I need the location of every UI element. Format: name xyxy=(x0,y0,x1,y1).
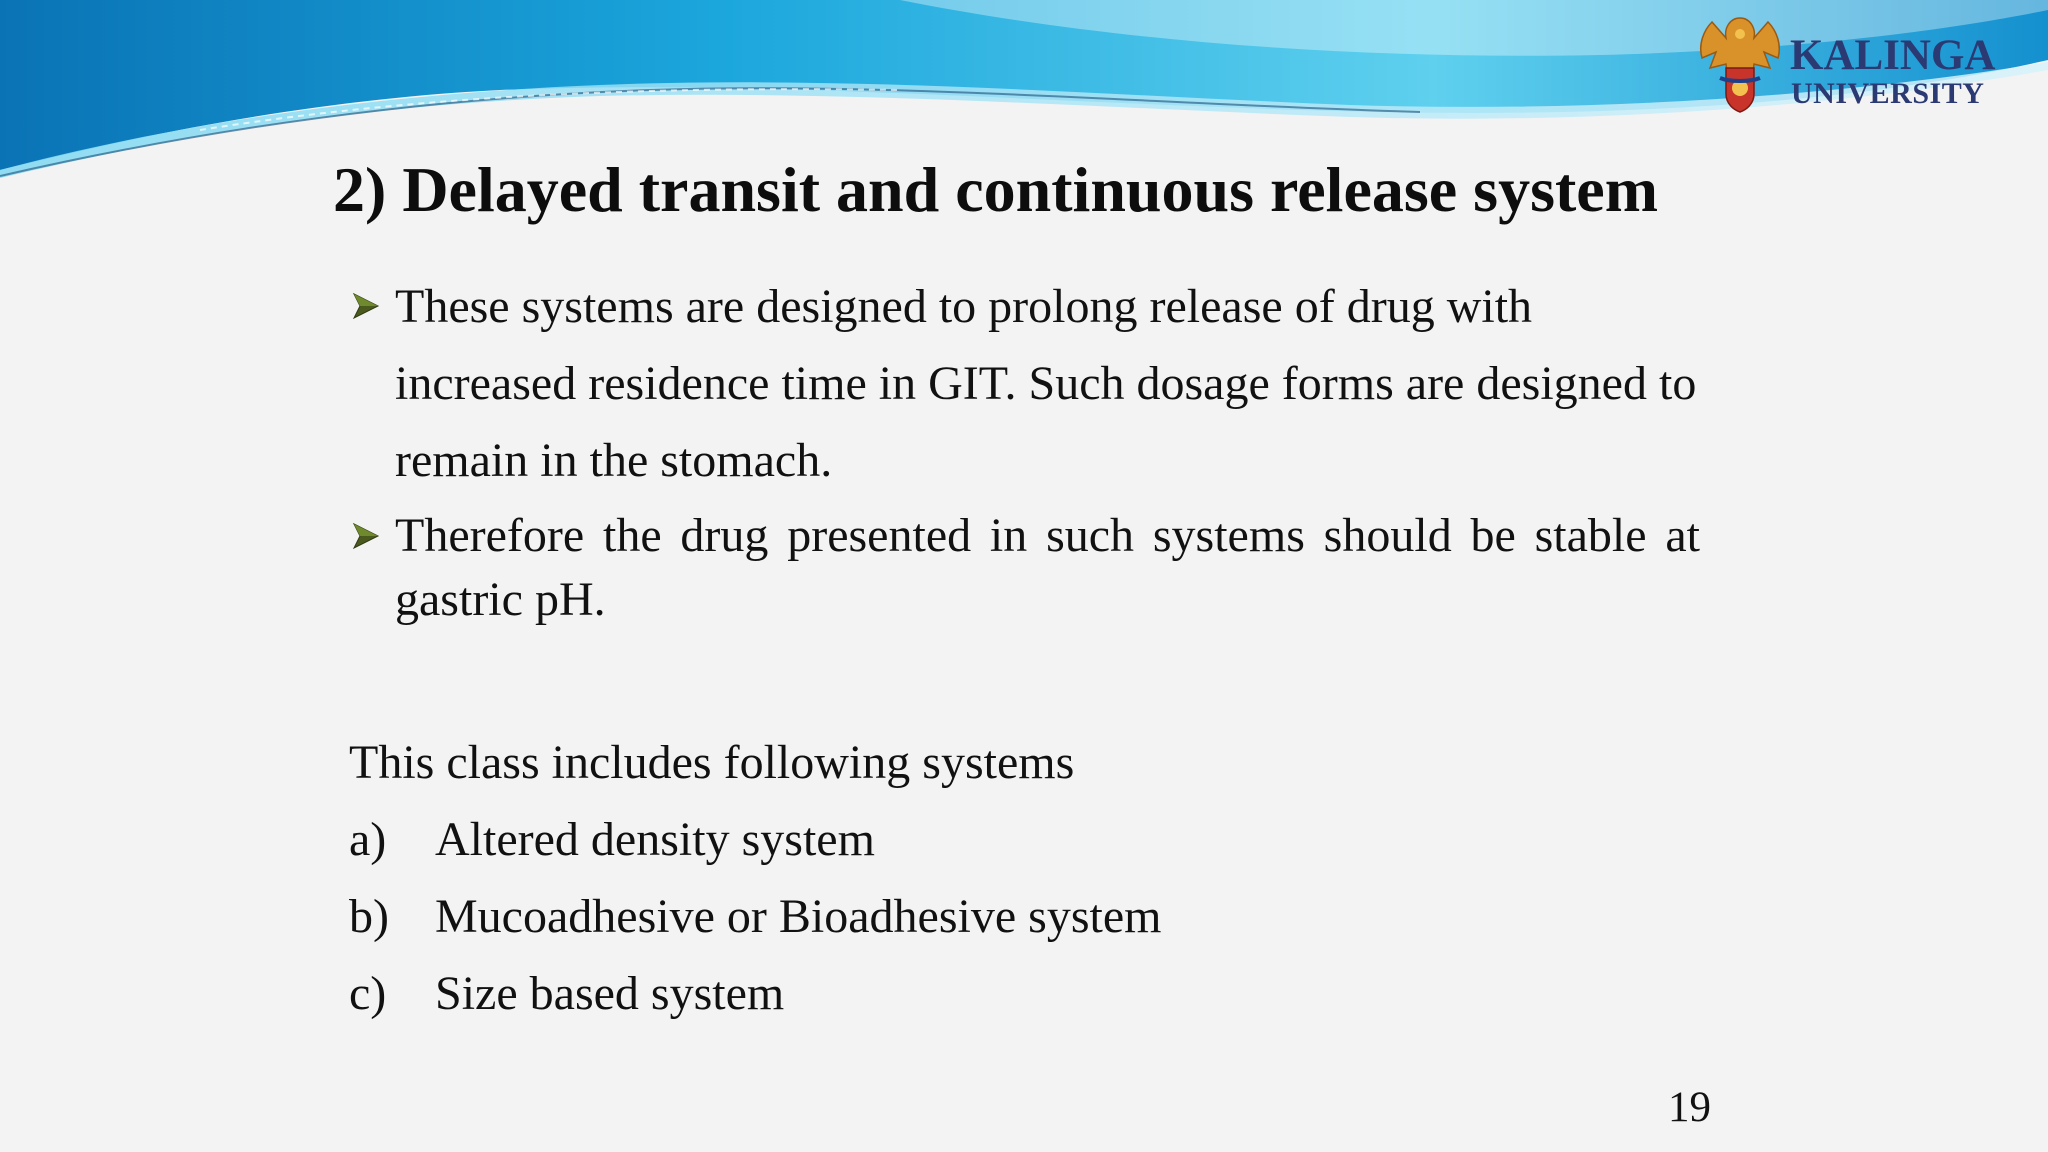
list-item xyxy=(349,878,1162,955)
page-number: 19 xyxy=(1668,1084,1711,1131)
systems-intro-text: This class includes following systems xyxy=(349,736,1075,789)
systems-list xyxy=(349,801,1162,1032)
logo-name: KALINGA xyxy=(1790,32,1996,79)
logo-subtitle: UNIVERSITY xyxy=(1791,77,1985,110)
list-item-label: c) xyxy=(349,967,387,1020)
list-item-label: b) xyxy=(349,890,389,943)
list-item-text: Size based system xyxy=(435,967,785,1020)
arrow-bullet-icon xyxy=(350,276,384,336)
list-item xyxy=(349,801,1162,878)
list-item-text: Altered density system xyxy=(435,813,875,866)
kalinga-university-logo xyxy=(1690,8,2010,118)
bullet-text-2: Therefore the drug presented in such systems should be stable at gastric pH. xyxy=(395,509,1700,626)
bullet-item-2 xyxy=(350,504,1700,632)
bullet-item-1 xyxy=(350,268,1700,499)
list-item xyxy=(349,955,1162,1032)
slide-title: 2) Delayed transit and continuous release system xyxy=(333,154,1658,225)
list-item-text: Mucoadhesive or Bioadhesive system xyxy=(435,890,1162,943)
eagle-emblem-icon xyxy=(1690,8,1790,116)
arrow-bullet-icon xyxy=(350,506,384,566)
bullet-text-1: These systems are designed to prolong release of drug with increased residence time in GIT. Such dosage forms are designed to remain in the stomach. xyxy=(395,280,1697,487)
list-item-label: a) xyxy=(349,813,387,866)
